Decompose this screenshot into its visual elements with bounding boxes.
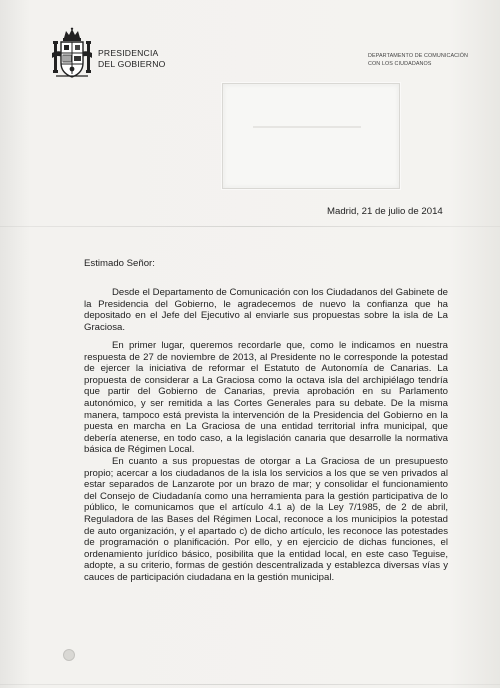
paper-fold-line	[0, 226, 500, 227]
department-line-2: CON LOS CIUDADANOS	[368, 61, 432, 67]
paper-bottom-edge	[0, 684, 500, 685]
faint-address-trace	[253, 126, 361, 128]
punch-hole-icon	[62, 648, 76, 662]
letter-date: Madrid, 21 de julio de 2014	[327, 206, 443, 217]
body-paragraph-3: En cuanto a sus propuestas de otorgar a La Graciosa de un presupuesto propio; acercar a los ciudadanos de la isla los servicios a los que se ven privados al estar separados de Lanzarote por un brazo de mar; y consolidar el funcionamiento del Consejo de Ciudadanía como una herramienta para la gestión participativa de lo público, le comunicamos que el artículo 4.1 a) de la Ley 7/1985, de 2 de abril, Reguladora de las Bases del Régimen Local, reconoce a los municipios la potestad de auto organización, y el apartado c) de dicho artículo, les reconoce las potestades de programación o planificación. Por ello, y en ejercicio de dichas funciones, el ordenamiento jurídico básico, posibilita que la entidad local, en este caso Teguise, adopte, a su criterio, formas de gestión descentralizada y establezca diversas vías y cauces de participación ciudadana en la gestión municipal.	[84, 456, 448, 583]
institution-line-1: PRESIDENCIA	[98, 48, 159, 58]
department-name	[368, 52, 468, 68]
body-paragraph-2: En primer lugar, queremos recordarle que, como le indicamos en nuestra respuesta de 27 de noviembre de 2013, al Presidente no le corresponde la potestad de ejercer la iniciativa de reformar el Estatuto de Autonomía de Canarias. La propuesta de considerar a La Graciosa como la octava isla del archipiélago tendría que partir del Gobierno de Canarias, previa aprobación en su Parlamento autonómico, y ser remitida a las Cortes Generales para su debate. De la misma manera, tampoco está prevista la intervención de la Presidencia del Gobierno en la puesta en marcha en La Graciosa de una entidad territorial infra municipal, que debería atenerse, en todo caso, a la legislación canaria que desarrolle la normativa básica de Régimen Local.	[84, 340, 448, 456]
department-line-1: DEPARTAMENTO DE COMUNICACIÓN	[368, 53, 469, 59]
institution-line-2: DEL GOBIERNO	[98, 59, 166, 69]
letter-salutation: Estimado Señor:	[84, 258, 155, 269]
envelope-address-window	[222, 83, 400, 189]
coat-of-arms-of-spain-icon	[50, 27, 94, 83]
institution-name	[98, 48, 166, 70]
body-paragraph-1: Desde el Departamento de Comunicación con los Ciudadanos del Gabinete de la Presidencia del Gobierno, le agradecemos de nuevo la confianza que ha depositado en el Jefe del Ejecutivo al enviarle sus propuestas sobre la isla de La Graciosa.	[84, 287, 448, 333]
